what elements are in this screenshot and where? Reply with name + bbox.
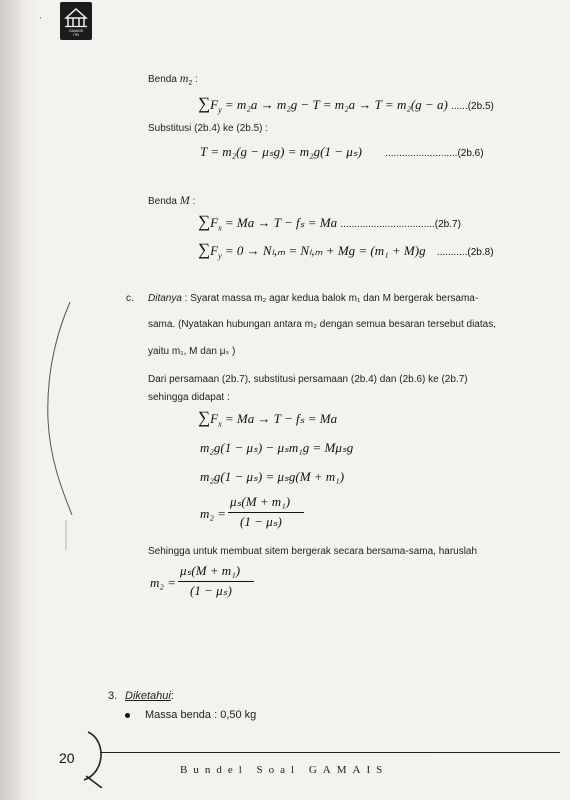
conclusion-text: Sehingga untuk membuat sitem bergerak secara bersama-sama, haruslah [148,546,478,557]
section-title-M: Benda M : [148,193,196,207]
substitution-text-1: Substitusi (2b.4) ke (2b.5) : [148,123,269,134]
part-c-line4: Dari persamaan (2b.7), substitusi persamaan (2b.4) dan (2b.6) ke (2b.7) [148,374,468,385]
final-lhs: m₂ = [150,575,176,590]
gamais-logo [60,2,92,40]
page-number: 20 [59,750,75,766]
section-title-m2: Benda $m_2$ : [148,71,198,87]
q3-bullet-1: Massa benda : 0,50 kg [145,709,257,721]
fraction-lhs: m₂ = [200,506,226,521]
part-c-line5: sehingga didapat : [148,392,230,403]
final-numerator: μₛ(M + m₁) [180,563,241,578]
q3-number: 3. [108,690,118,702]
equation-c3: m₂g(1 − μₛ) = μₛg(M + m₁) [200,469,345,484]
footer-divider [100,752,560,753]
bullet-dot [125,713,130,718]
stray-mark: ' [40,16,42,25]
final-fraction-bar [178,581,254,582]
book-spine-shadow [0,0,20,800]
equation-2b8: $\sum F_y = 0 \to N_l,_m = N_l,_m + Mg = (m_1 + M)g$ ...........(2b.8) [198,240,494,261]
part-c-line1: Ditanya : Syarat massa m₂ agar kedua balok m₁ dan M bergerak bersama- [148,293,479,304]
pen-margin-stroke [40,290,80,550]
part-c-letter: c. [126,293,134,304]
part-c-line3: yaitu m₁, M dan μₛ ) [148,346,236,357]
logo-text-1: GAMAIS [69,29,83,33]
fraction-m2 [200,494,320,534]
final-denominator: (1 − μₛ) [190,583,232,598]
fraction-denominator: (1 − μₛ) [240,514,282,529]
fraction-numerator: μₛ(M + m₁) [230,494,291,509]
equation-2b6: T = m₂(g − μₛg) = m₂g(1 − μₛ) ..........................(2b.6) [200,144,484,159]
footer-title: Bundel Soal GAMAIS [180,764,389,776]
equation-c1: $\sum F_x = Ma \to T - f_s = Ma$ [198,408,338,429]
equation-2b5: $\sum F_y = m_2a \to m_2g - T = m_2a \to T = m_2(g - a)$ ......(2b.5) [198,94,494,115]
fraction-bar [228,512,304,513]
logo-text-2: ITB [73,33,79,37]
final-fraction [150,563,270,603]
part-c-line2: sama. (Nyatakan hubungan antara m₂ dengan semua besaran tersebut diatas, [148,319,496,330]
equation-2b7: $\sum F_x = Ma \to T - f_s = Ma$ ..................................(2b.7) [198,212,461,233]
equation-c2: m₂g(1 − μₛ) − μₛm₁g = Mμₛg [200,440,354,455]
q3-title: Diketahui: [125,690,174,702]
